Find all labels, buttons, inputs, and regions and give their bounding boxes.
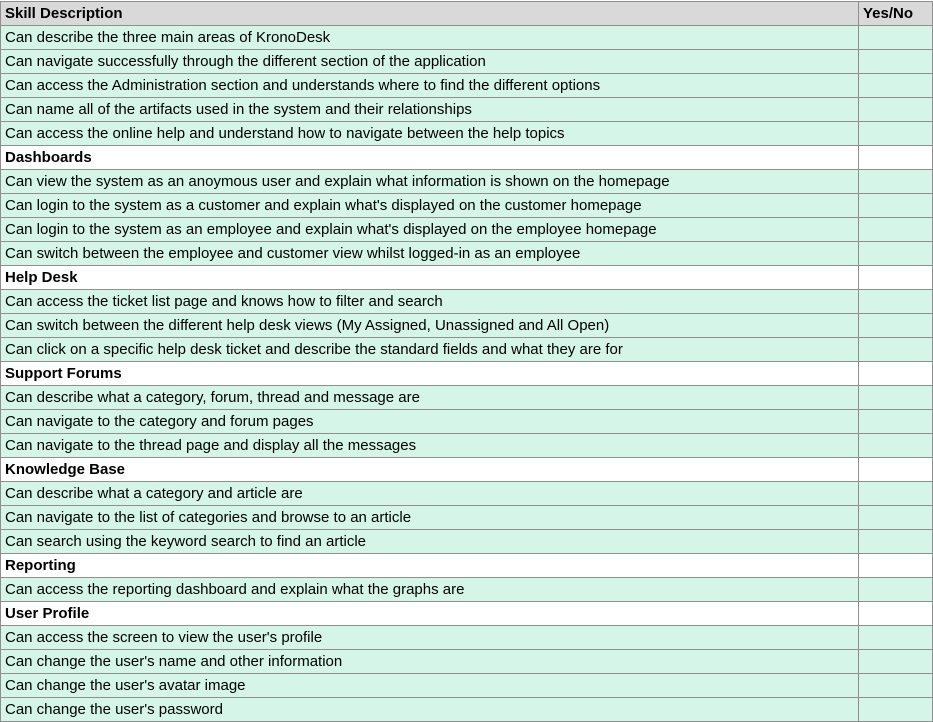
skill-description-cell[interactable]: Can navigate to the category and forum pages [1,410,859,434]
yes-no-cell[interactable] [859,242,933,266]
yes-no-cell[interactable] [859,506,933,530]
yes-no-cell[interactable] [859,530,933,554]
skill-description-cell[interactable]: Can navigate successfully through the different section of the application [1,50,859,74]
skill-row [1,218,933,242]
section-heading-cell[interactable]: Reporting [1,554,859,578]
skill-row [1,386,933,410]
skill-row [1,674,933,698]
section-heading-row [1,266,933,290]
yes-no-cell[interactable] [859,266,933,290]
section-heading-cell[interactable]: Help Desk [1,266,859,290]
skill-description-cell[interactable]: Can access the ticket list page and knows how to filter and search [1,290,859,314]
header-row [1,2,933,26]
skill-description-cell[interactable]: Can view the system as an anoymous user and explain what information is shown on the homepage [1,170,859,194]
skill-description-cell[interactable]: Can name all of the artifacts used in the system and their relationships [1,98,859,122]
skill-description-cell[interactable]: Can access the reporting dashboard and explain what the graphs are [1,578,859,602]
skill-description-cell[interactable]: Can login to the system as an employee and explain what's displayed on the employee homepage [1,218,859,242]
skill-description-cell[interactable]: Can describe what a category, forum, thread and message are [1,386,859,410]
checklist-body [1,26,933,722]
skill-description-cell[interactable]: Can change the user's password [1,698,859,722]
yes-no-cell[interactable] [859,50,933,74]
skill-row [1,98,933,122]
yes-no-cell[interactable] [859,290,933,314]
yes-no-cell[interactable] [859,626,933,650]
yes-no-cell[interactable] [859,26,933,50]
skill-row [1,170,933,194]
skill-description-cell[interactable]: Can switch between the different help desk views (My Assigned, Unassigned and All Open) [1,314,859,338]
skill-row [1,698,933,722]
yes-no-cell[interactable] [859,386,933,410]
yes-no-cell[interactable] [859,362,933,386]
skill-description-cell[interactable]: Can click on a specific help desk ticket and describe the standard fields and what they are for [1,338,859,362]
yes-no-cell[interactable] [859,122,933,146]
section-heading-row [1,458,933,482]
yes-no-cell[interactable] [859,98,933,122]
yes-no-cell[interactable] [859,434,933,458]
skill-row [1,410,933,434]
yes-no-cell[interactable] [859,482,933,506]
skill-row [1,122,933,146]
skill-row [1,506,933,530]
yes-no-cell[interactable] [859,458,933,482]
section-heading-row [1,554,933,578]
yes-no-cell[interactable] [859,170,933,194]
column-header-yes-no[interactable]: Yes/No [859,2,933,26]
yes-no-cell[interactable] [859,578,933,602]
yes-no-cell[interactable] [859,146,933,170]
skill-description-cell[interactable]: Can access the Administration section and understands where to find the different options [1,74,859,98]
skill-row [1,314,933,338]
skills-checklist-table [0,1,933,722]
yes-no-cell[interactable] [859,218,933,242]
skill-row [1,338,933,362]
skill-row [1,242,933,266]
yes-no-cell[interactable] [859,314,933,338]
section-heading-cell[interactable]: Support Forums [1,362,859,386]
yes-no-cell[interactable] [859,698,933,722]
skill-row [1,650,933,674]
skill-row [1,290,933,314]
skill-row [1,74,933,98]
skill-description-cell[interactable]: Can access the online help and understand how to navigate between the help topics [1,122,859,146]
yes-no-cell[interactable] [859,602,933,626]
section-heading-row [1,602,933,626]
yes-no-cell[interactable] [859,74,933,98]
section-heading-row [1,146,933,170]
skill-row [1,194,933,218]
yes-no-cell[interactable] [859,338,933,362]
yes-no-cell[interactable] [859,650,933,674]
yes-no-cell[interactable] [859,194,933,218]
section-heading-cell[interactable]: Knowledge Base [1,458,859,482]
skill-description-cell[interactable]: Can access the screen to view the user's profile [1,626,859,650]
skill-row [1,50,933,74]
skill-description-cell[interactable]: Can describe the three main areas of KronoDesk [1,26,859,50]
skill-row [1,530,933,554]
section-heading-cell[interactable]: Dashboards [1,146,859,170]
yes-no-cell[interactable] [859,554,933,578]
skill-description-cell[interactable]: Can login to the system as a customer and explain what's displayed on the customer homepage [1,194,859,218]
skill-row [1,578,933,602]
skill-description-cell[interactable]: Can navigate to the thread page and display all the messages [1,434,859,458]
yes-no-cell[interactable] [859,674,933,698]
skill-row [1,434,933,458]
section-heading-cell[interactable]: User Profile [1,602,859,626]
skill-description-cell[interactable]: Can change the user's name and other information [1,650,859,674]
skill-row [1,626,933,650]
column-header-skill-description[interactable]: Skill Description [1,2,859,26]
skill-description-cell[interactable]: Can search using the keyword search to find an article [1,530,859,554]
yes-no-cell[interactable] [859,410,933,434]
skill-description-cell[interactable]: Can describe what a category and article are [1,482,859,506]
skill-description-cell[interactable]: Can switch between the employee and customer view whilst logged-in as an employee [1,242,859,266]
skill-row [1,482,933,506]
skill-row [1,26,933,50]
skill-description-cell[interactable]: Can navigate to the list of categories and browse to an article [1,506,859,530]
section-heading-row [1,362,933,386]
skill-description-cell[interactable]: Can change the user's avatar image [1,674,859,698]
